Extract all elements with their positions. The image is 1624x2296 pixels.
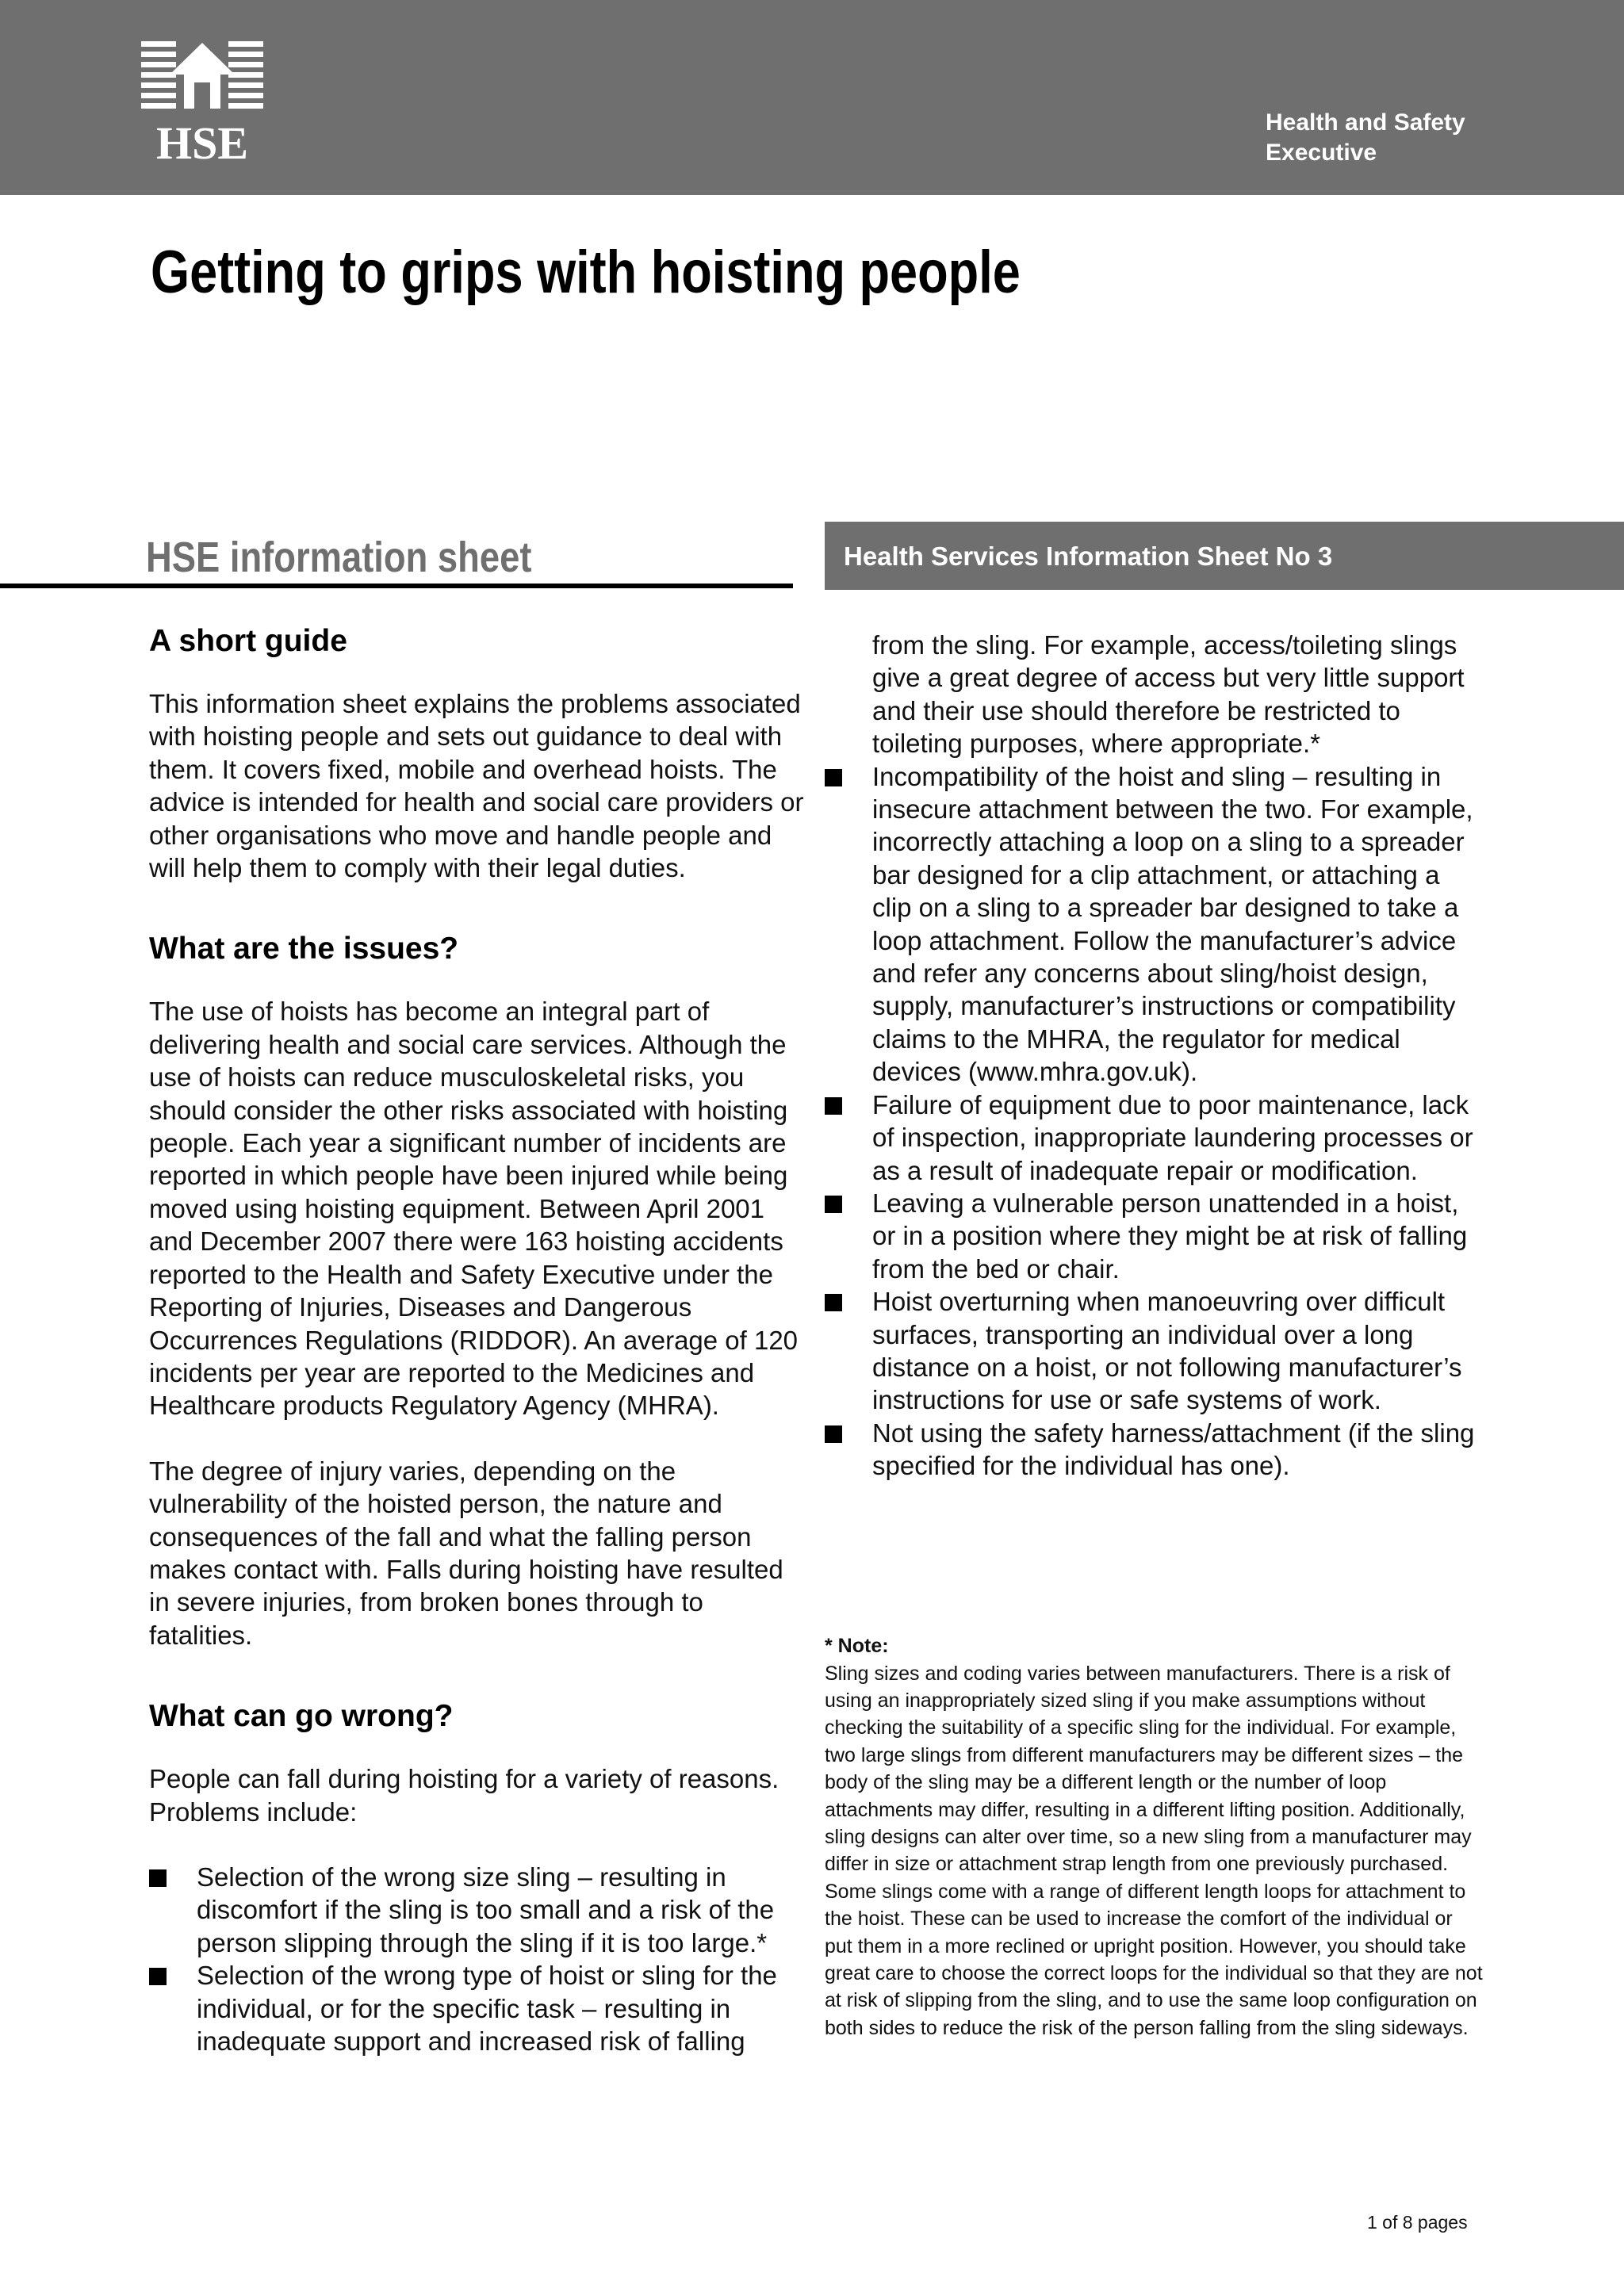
footnote-heading: * Note:	[825, 1634, 889, 1657]
issues-paragraph-2: The degree of injury varies, depending on the vulnerability of the hoisted person, the nature and consequences of the fall and what the falling person makes contact with. Falls during hoisting have resulted in severe injuries, from broken bones through to fatalities.	[149, 1456, 783, 1650]
list-item: Selection of the wrong size sling – resulting in discomfort if the sling is too small and a risk of the person slipping through the sling if it is too large.*	[149, 1861, 807, 1959]
left-column	[149, 622, 807, 2057]
heading-rule	[0, 584, 793, 588]
what-can-go-wrong-paragraph: People can fall during hoisting for a variety of reasons. Problems include:	[149, 1764, 779, 1827]
bullet-square-icon	[825, 1097, 842, 1115]
bullet-square-icon	[825, 1196, 842, 1213]
bullet-square-icon	[825, 1294, 842, 1311]
sheet-number-label: Health Services Information Sheet No 3	[844, 541, 1333, 571]
sheet-number-bar	[825, 522, 1624, 590]
hse-logo-icon	[141, 41, 263, 162]
page-number: 1 of 8 pages	[1367, 2212, 1468, 2233]
list-item: Incompatibility of the hoist and sling – resulting in insecure attachment between the two. For example, incorrectly attaching a loop on a sling to a spreader bar designed for a clip attachment, or attaching a clip on a sling to a spreader bar designed to take a loop attachment. Follow the manufacturer’s advice and refer any concerns about sling/hoist design, supply, manufacturer’s instructions or compatibility claims to the MHRA, the regulator for medical devices (www.mhra.gov.uk).	[825, 760, 1483, 1089]
svg-text:HSE: HSE	[155, 117, 249, 162]
problem-list-right	[825, 629, 1483, 1483]
list-item: Selection of the wrong type of hoist or sling for the individual, or for the specific task – resulting in inadequate support and increased risk of falling	[149, 1959, 807, 2057]
list-item: Leaving a vulnerable person unattended in a hoist, or in a position where they might be at risk of falling from the bed or chair.	[825, 1187, 1483, 1285]
bullet-square-icon	[825, 769, 842, 786]
list-item: Hoist overturning when manoeuvring over difficult surfaces, transporting an individual over a long distance on a hoist, or not following manufacturer’s instructions for use or safe systems of work.	[825, 1285, 1483, 1417]
list-item-continuation: from the sling. For example, access/toileting slings give a great degree of access but very little support and their use should therefore be restricted to toileting purposes, where appropriate.*	[872, 630, 1465, 759]
info-sheet-label: HSE information sheet	[146, 534, 532, 581]
bullet-square-icon	[149, 1968, 167, 1985]
list-item: Not using the safety harness/attachment (if the sling specified for the individual has one).	[825, 1417, 1483, 1483]
footnote	[825, 1632, 1483, 2042]
issues-paragraph-1: The use of hoists has become an integral part of delivering health and social care services. Although the use of hoists can reduce musculoskeletal risks, you should consider the other risks associated with hoisting people. Each year a significant number of incidents are reported in which people have been injured while being moved using hoisting equipment. Between April 2001 and December 2007 there were 163 hoisting accidents reported to the Health and Safety Executive under the Reporting of Injuries, Diseases and Dangerous Occurrences Regulations (RIDDOR). An average of 120 incidents per year are reported to the Medicines and Healthcare products Regulatory Agency (MHRA).	[149, 997, 799, 1421]
list-item: Failure of equipment due to poor maintenance, lack of inspection, inappropriate laundering processes or as a result of inadequate repair or modification.	[825, 1089, 1483, 1187]
organisation-name	[1266, 108, 1503, 168]
page-title: Getting to grips with hoisting people	[151, 239, 1021, 306]
organisation-line-1: Health and Safety	[1266, 109, 1465, 136]
problem-list-left	[149, 1861, 807, 2057]
heading-what-can-go-wrong: What can go wrong?	[149, 1699, 454, 1734]
bullet-square-icon	[149, 1869, 167, 1887]
footnote-text: Sling sizes and coding varies between manufacturers. There is a risk of using an inappropriately sized sling if you make assumptions without checking the suitability of a specific sling for the individual. For example, two large slings from different manufacturers may be different sizes – the body of the sling may be a different length or the number of loop attachments may differ, resulting in a different lifting position. Additionally, sling designs can alter over time, so a new sling from a manufacturer may differ in size or attachment strap length from one previously purchased. Some slings come with a range of different length loops for attachment to the hoist. These can be used to increase the comfort of the individual or put them in a more reclined or upright position. However, you should take great care to choose the correct loops for the individual so that they are not at risk of slipping from the sling, and to use the same loop configuration on both sides to reduce the risk of the person falling from the sling sideways.	[825, 1662, 1483, 2039]
bullet-square-icon	[825, 1425, 842, 1443]
header-banner	[0, 0, 1624, 195]
heading-issues: What are the issues?	[149, 932, 459, 966]
organisation-line-2: Executive	[1266, 140, 1377, 166]
heading-short-guide: A short guide	[149, 624, 347, 658]
short-guide-paragraph: This information sheet explains the problems associated with hoisting people and sets out guidance to deal with them. It covers fixed, mobile and overhead hoists. The advice is intended for health and social care providers or other organisations who move and handle people and will help them to comply with their legal duties.	[149, 689, 804, 883]
right-column	[825, 629, 1483, 2042]
